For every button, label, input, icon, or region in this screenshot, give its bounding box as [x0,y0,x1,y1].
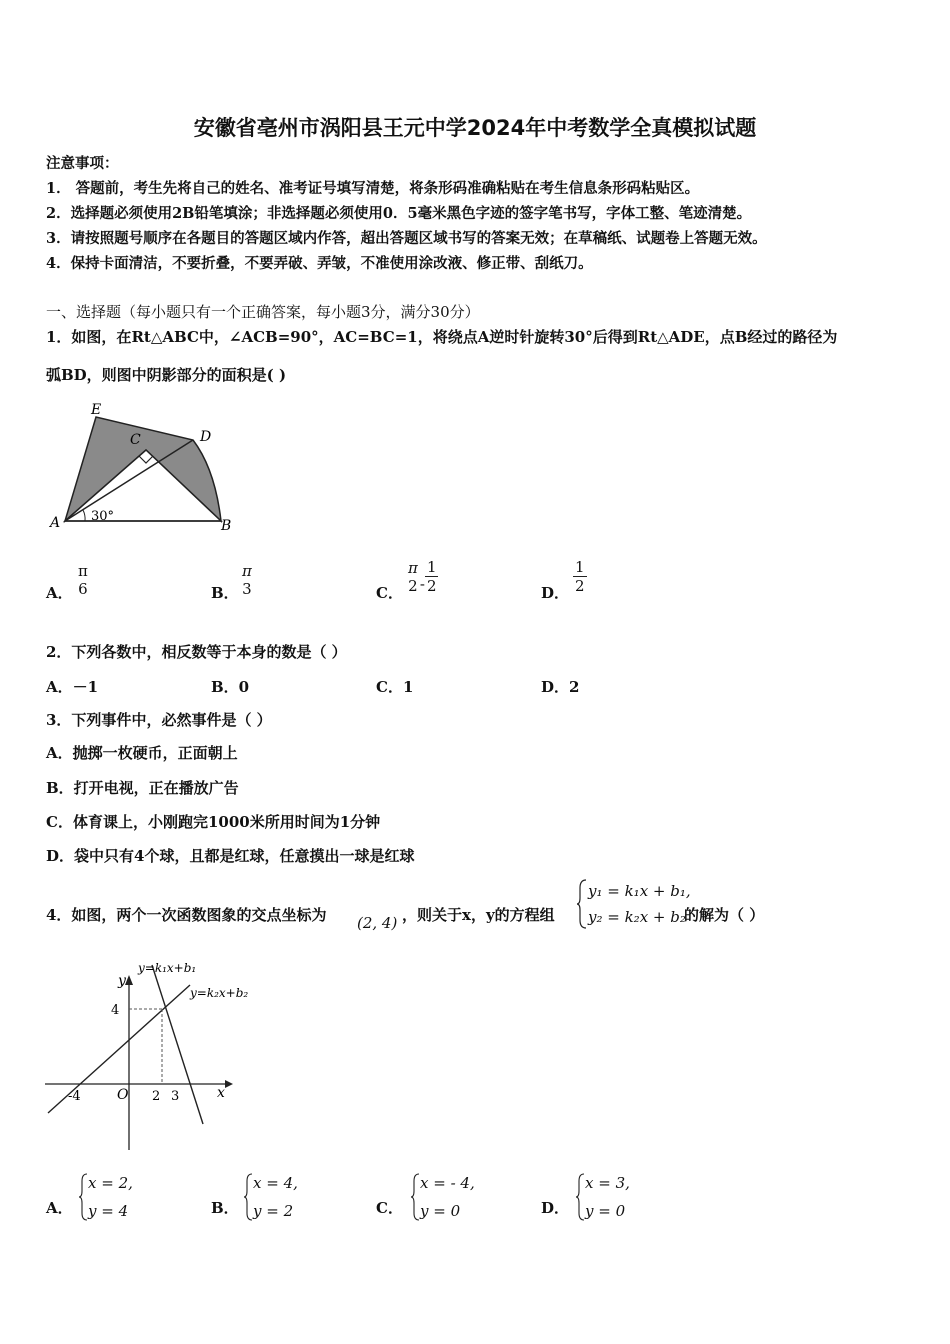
q4-option-a-brace [78,1172,88,1222]
page-title: 安徽省亳州市涡阳县王元中学2024年中考数学全真模拟试题 [193,116,757,140]
q4-option-b-line2: y = 2 [253,1202,294,1220]
line2-label: y=k₂x+b₂ [190,986,249,1000]
origin-label: O [117,1087,129,1103]
y-axis-label: y [118,973,126,989]
q2-option-b: B．0 [211,678,250,696]
q4-point: (2, 4) [357,914,398,932]
label-a: A [50,515,61,531]
q3-option-a: A．抛掷一枚硬币，正面朝上 [46,744,238,762]
q4-text-c: 的解为（ ） [684,906,765,924]
q1-line1: 1．如图，在Rt△ABC中，∠ACB=90°，AC=BC=1，将绕点A逆时针旋转30°后得到Rt△ADE，点B经过的路径为 [46,328,838,346]
q1-option-b-value: π 3 [242,562,252,598]
notice-item-3: 3．请按照题号顺序在各题目的答题区域内作答，超出答题区域书写的答案无效；在草稿纸、试题卷上答题无效。 [46,230,767,247]
q4-option-a-label: A． [46,1199,73,1217]
x-tick-3: 3 [171,1089,180,1104]
q4-option-b-line1: x = 4, [253,1174,298,1192]
q2-option-a: A．－1 [46,678,99,696]
notice-item-4: 4．保持卡面清洁，不要折叠，不要弄破、弄皱，不准使用涂改液、修正带、刮纸刀。 [46,255,593,272]
q1-option-a-value: π 6 [78,562,88,598]
q2-option-d: D．2 [541,678,580,696]
q2-text: 2．下列各数中，相反数等于本身的数是（ ） [46,643,347,661]
q1-option-d-value: $\frac{1}{2}$ [575,558,585,595]
q3-option-b: B．打开电视，正在播放广告 [46,779,239,797]
q4-option-c-label: C． [376,1199,403,1217]
q3-option-d: D．袋中只有4个球，且都是红球，任意摸出一球是红球 [46,847,415,865]
label-angle: 30° [91,509,115,524]
q4-graph [40,955,270,1155]
q3-option-c: C．体育课上，小刚跑完1000米所用时间为1分钟 [46,813,381,831]
q4-option-b-brace [243,1172,253,1222]
notice-heading: 注意事项： [46,155,119,172]
q1-line2: 弧BD，则图中阴影部分的面积是( ) [46,366,287,384]
q3-text: 3．下列事件中，必然事件是（ ） [46,711,272,729]
q4-option-c-line2: y = 0 [420,1202,461,1220]
q4-system-line2: y₂ = k₂x + b₂ [588,908,686,926]
line1-label: y=k₁x+b₁ [138,961,197,975]
q4-text-a: 4．如图，两个一次函数图象的交点坐标为 [46,906,327,924]
q2-option-c: C．1 [376,678,414,696]
q4-option-d-brace [575,1172,585,1222]
x-axis-label: x [217,1085,225,1101]
x-tick-2: 2 [152,1089,161,1104]
q4-option-a-line2: y = 4 [88,1202,129,1220]
q4-text-b: ，则关于x，y的方程组 [402,906,555,924]
label-e: E [91,402,102,418]
notice-item-2: 2．选择题必须使用2B铅笔填涂；非选择题必须使用0．5毫米黑色字迹的签字笔书写，字体工整、笔迹清楚。 [46,205,752,222]
q4-option-c-brace [410,1172,420,1222]
q1-option-d-label: D． [541,584,570,602]
section-heading: 一、选择题（每小题只有一个正确答案，每小题3分，满分30分） [46,303,480,321]
q4-option-b-label: B． [211,1199,239,1217]
x-tick-neg4: -4 [68,1089,81,1104]
q1-option-c-label: C． [376,584,403,602]
label-b: B [221,518,232,534]
q4-system-line1: y₁ = k₁x + b₁, [588,882,691,900]
y-tick-4: 4 [111,1003,120,1018]
q4-option-d-label: D． [541,1199,570,1217]
q4-option-d-line2: y = 0 [585,1202,626,1220]
q4-option-d-line1: x = 3, [585,1174,630,1192]
label-d: D [200,429,212,445]
q1-option-b-label: B． [211,584,239,602]
q1-option-a-label: A． [46,584,73,602]
q4-option-a-line1: x = 2, [88,1174,133,1192]
q1-figure [45,394,245,540]
q4-option-c-line1: x = - 4, [420,1174,475,1192]
q4-system-brace [576,878,588,930]
q1-option-c-value: π 2 - $\frac{1}{2}$ [408,558,437,595]
notice-item-1: 1． 答题前，考生先将自己的姓名、准考证号填写清楚，将条形码准确粘贴在考生信息条形码粘贴区。 [46,180,700,197]
label-c: C [130,432,141,448]
